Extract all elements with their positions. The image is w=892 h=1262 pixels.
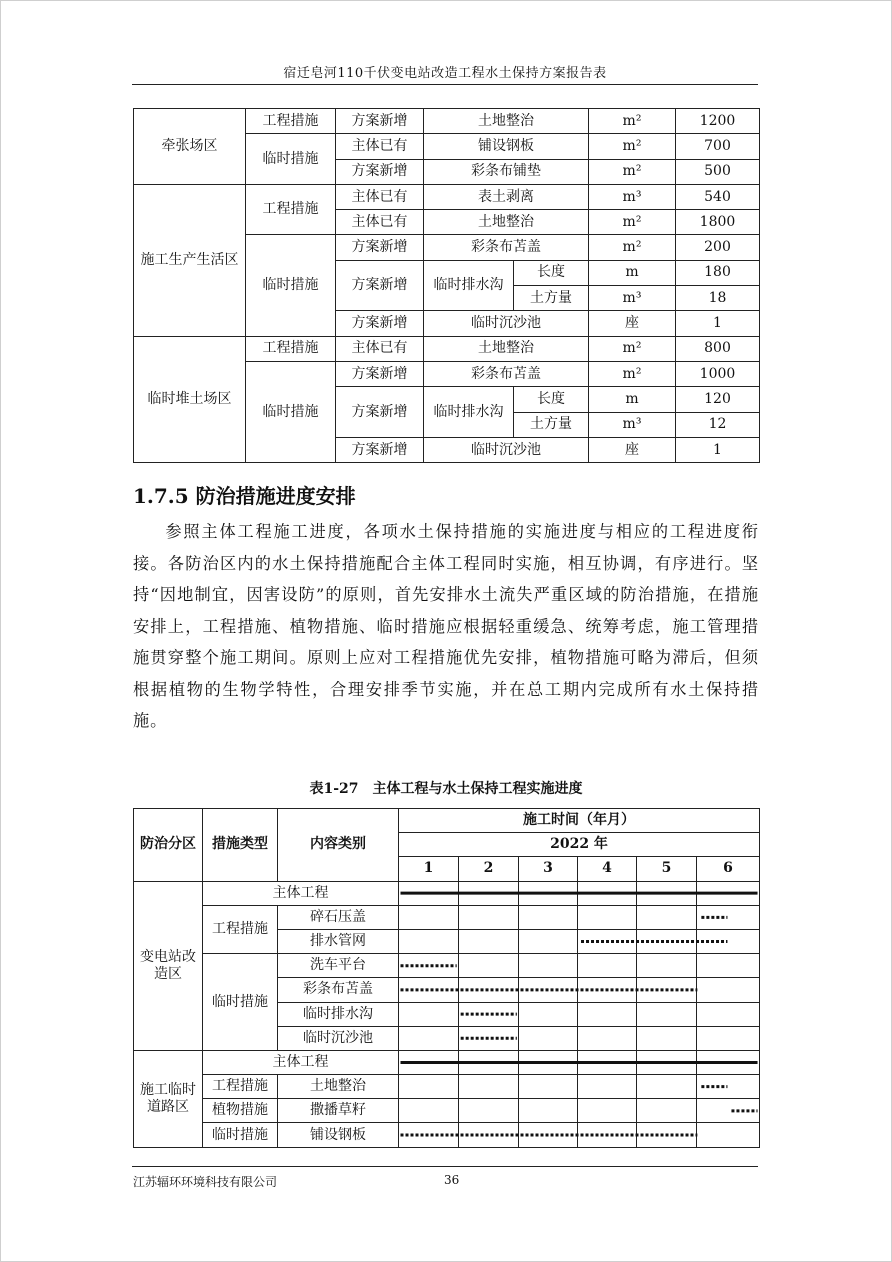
area-name-cell: 施工生产生活区	[134, 184, 246, 336]
month-cell	[519, 1123, 578, 1147]
item-cell: 土地整治	[424, 210, 589, 235]
month-cell	[519, 978, 578, 1002]
footer-rule	[132, 1166, 758, 1167]
source-cell: 主体已有	[336, 210, 424, 235]
month-cell	[519, 1075, 578, 1099]
month-cell	[459, 978, 519, 1002]
month-cell	[459, 1099, 519, 1123]
item-cell: 表土剥离	[424, 184, 589, 209]
month-header: 6	[697, 857, 760, 881]
month-cell	[519, 954, 578, 978]
month-cell	[578, 978, 637, 1002]
month-cell	[637, 954, 697, 978]
quantity-cell: 500	[676, 159, 760, 184]
month-cell	[519, 1099, 578, 1123]
item-cell: 临时排水沟	[424, 260, 514, 311]
month-cell	[399, 954, 459, 978]
month-cell	[697, 1075, 760, 1099]
quantity-cell: 1800	[676, 210, 760, 235]
table-caption: 表1-27 主体工程与水土保持工程实施进度	[309, 781, 583, 797]
month-cell	[399, 1123, 459, 1147]
month-cell	[697, 1099, 760, 1123]
month-cell	[459, 954, 519, 978]
unit-cell: m²	[589, 134, 676, 159]
month-cell	[459, 905, 519, 929]
month-cell	[519, 1026, 578, 1050]
month-header: 4	[578, 857, 637, 881]
month-cell	[578, 954, 637, 978]
measure-type-cell: 工程措施	[246, 109, 336, 134]
month-cell	[459, 881, 519, 905]
unit-cell: m³	[589, 184, 676, 209]
source-cell: 方案新增	[336, 235, 424, 260]
table-row	[134, 336, 760, 361]
month-cell	[637, 1099, 697, 1123]
month-cell	[637, 1002, 697, 1026]
month-cell	[578, 905, 637, 929]
measure-type-cell: 工程措施	[246, 184, 336, 235]
measure-type-cell: 临时措施	[246, 134, 336, 185]
month-cell	[459, 1050, 519, 1074]
month-header: 5	[637, 857, 697, 881]
unit-cell: m²	[589, 210, 676, 235]
quantity-cell: 120	[676, 387, 760, 412]
source-cell: 方案新增	[336, 387, 424, 438]
content-cell: 临时沉沙池	[278, 1026, 399, 1050]
zone-header: 防治分区	[134, 809, 203, 882]
month-header: 2	[459, 857, 519, 881]
main-project-cell: 主体工程	[203, 881, 399, 905]
time-header: 施工时间（年月）	[399, 809, 760, 833]
month-cell	[697, 905, 760, 929]
month-cell	[459, 1002, 519, 1026]
source-cell: 方案新增	[336, 311, 424, 336]
unit-cell: m²	[589, 336, 676, 361]
month-cell	[697, 1002, 760, 1026]
table-row	[134, 184, 760, 209]
quantity-cell: 12	[676, 412, 760, 437]
quantity-cell: 18	[676, 286, 760, 311]
month-cell	[519, 905, 578, 929]
source-cell: 方案新增	[336, 361, 424, 386]
quantity-cell: 180	[676, 260, 760, 285]
month-cell	[578, 1026, 637, 1050]
item-cell: 彩条布苫盖	[424, 361, 589, 386]
quantity-cell: 800	[676, 336, 760, 361]
footer-company: 江苏辐环环境科技有限公司	[133, 1175, 278, 1189]
month-cell	[637, 1026, 697, 1050]
month-cell	[578, 929, 637, 953]
source-cell: 方案新增	[336, 109, 424, 134]
month-cell	[459, 929, 519, 953]
month-cell	[637, 881, 697, 905]
content-header: 内容类别	[278, 809, 399, 882]
content-cell: 撒播草籽	[278, 1099, 399, 1123]
month-header: 1	[399, 857, 459, 881]
measure-type-cell: 临时措施	[246, 235, 336, 336]
quantity-cell: 1	[676, 437, 760, 462]
item-cell: 土地整治	[424, 336, 589, 361]
source-cell: 主体已有	[336, 134, 424, 159]
measure-type-cell: 工程措施	[203, 905, 278, 953]
unit-cell: m²	[589, 361, 676, 386]
measure-type-cell: 临时措施	[246, 361, 336, 462]
month-cell	[399, 929, 459, 953]
item-cell: 彩条布铺垫	[424, 159, 589, 184]
month-cell	[637, 1050, 697, 1074]
unit-cell: m	[589, 260, 676, 285]
content-cell: 临时排水沟	[278, 1002, 399, 1026]
unit-cell: m³	[589, 286, 676, 311]
month-cell	[459, 1026, 519, 1050]
quantity-cell: 700	[676, 134, 760, 159]
unit-cell: m²	[589, 235, 676, 260]
month-cell	[697, 1050, 760, 1074]
main-project-cell: 主体工程	[203, 1050, 399, 1074]
month-cell	[399, 1075, 459, 1099]
month-cell	[399, 1026, 459, 1050]
quantity-cell: 1200	[676, 109, 760, 134]
month-cell	[578, 1099, 637, 1123]
unit-cell: m²	[589, 109, 676, 134]
month-cell	[637, 905, 697, 929]
month-cell	[519, 1050, 578, 1074]
month-cell	[578, 1123, 637, 1147]
month-cell	[519, 1002, 578, 1026]
unit-cell: 座	[589, 311, 676, 336]
measure-type-cell: 工程措施	[203, 1075, 278, 1099]
month-cell	[578, 1075, 637, 1099]
page-header: 宿迁皂河110千伏变电站改造工程水土保持方案报告表	[283, 66, 607, 81]
item-cell: 彩条布苫盖	[424, 235, 589, 260]
quantity-cell: 1	[676, 311, 760, 336]
section-paragraph: 参照主体工程施工进度，各项水土保持措施的实施进度与相应的工程进度衔接。各防治区内的水土保持措施配合主体工程同时实施，相互协调，有序进行。坚持“因地制宜，因害设防”的原则，首先安排水土流失严重区域的防治措施，在措施安排上，工程措施、植物措施、临时措施应根据轻重缓急、统筹考虑，施工管理措施贯穿整个施工期间。原则上应对工程措施优先安排，植物措施可略为滞后，但须根据植物的生物学特性，合理安排季节实施，并在总工期内完成所有水土保持措施。	[133, 522, 759, 730]
sub-item-cell: 长度	[514, 387, 589, 412]
item-cell: 临时沉沙池	[424, 437, 589, 462]
month-header: 3	[519, 857, 578, 881]
source-cell: 主体已有	[336, 184, 424, 209]
zone-name-cell: 施工临时道路区	[134, 1050, 203, 1147]
content-cell: 碎石压盖	[278, 905, 399, 929]
quantity-cell: 1000	[676, 361, 760, 386]
table-row	[134, 109, 760, 134]
source-cell: 方案新增	[336, 260, 424, 311]
measure-type-cell: 工程措施	[246, 336, 336, 361]
year-header: 2022 年	[399, 833, 760, 857]
schedule-row	[134, 1099, 760, 1123]
sub-item-cell: 土方量	[514, 412, 589, 437]
measure-type-cell: 植物措施	[203, 1099, 278, 1123]
month-cell	[697, 1026, 760, 1050]
header-row	[134, 809, 760, 833]
schedule-row	[134, 1050, 760, 1074]
item-cell: 铺设钢板	[424, 134, 589, 159]
item-cell: 临时排水沟	[424, 387, 514, 438]
item-cell: 土地整治	[424, 109, 589, 134]
unit-cell: m²	[589, 159, 676, 184]
quantity-cell: 200	[676, 235, 760, 260]
unit-cell: m³	[589, 412, 676, 437]
measure-type-cell: 临时措施	[203, 954, 278, 1051]
area-name-cell: 临时堆土场区	[134, 336, 246, 462]
source-cell: 主体已有	[336, 336, 424, 361]
month-cell	[399, 905, 459, 929]
source-cell: 方案新增	[336, 437, 424, 462]
month-cell	[399, 1099, 459, 1123]
month-cell	[697, 881, 760, 905]
source-cell: 方案新增	[336, 159, 424, 184]
schedule-row	[134, 1123, 760, 1147]
month-cell	[637, 929, 697, 953]
measure-type-cell: 临时措施	[203, 1123, 278, 1147]
content-cell: 排水管网	[278, 929, 399, 953]
month-cell	[519, 929, 578, 953]
month-cell	[637, 1075, 697, 1099]
month-cell	[697, 1123, 760, 1147]
month-cell	[578, 881, 637, 905]
month-cell	[578, 1050, 637, 1074]
measures-quantity-table	[133, 108, 760, 463]
quantity-cell: 540	[676, 184, 760, 209]
content-cell: 洗车平台	[278, 954, 399, 978]
schedule-row	[134, 881, 760, 905]
schedule-row	[134, 1075, 760, 1099]
page-number: 36	[444, 1173, 460, 1187]
content-cell: 土地整治	[278, 1075, 399, 1099]
item-cell: 临时沉沙池	[424, 311, 589, 336]
unit-cell: m	[589, 387, 676, 412]
content-cell: 铺设钢板	[278, 1123, 399, 1147]
month-cell	[459, 1123, 519, 1147]
month-cell	[578, 1002, 637, 1026]
month-cell	[399, 881, 459, 905]
sub-item-cell: 长度	[514, 260, 589, 285]
schedule-row	[134, 954, 760, 978]
area-name-cell: 牵张场区	[134, 109, 246, 185]
month-cell	[697, 929, 760, 953]
month-cell	[519, 881, 578, 905]
schedule-row	[134, 905, 760, 929]
month-cell	[399, 978, 459, 1002]
type-header: 措施类型	[203, 809, 278, 882]
content-cell: 彩条布苫盖	[278, 978, 399, 1002]
month-cell	[399, 1050, 459, 1074]
header-rule	[132, 84, 758, 85]
month-cell	[399, 1002, 459, 1026]
zone-name-cell: 变电站改造区	[134, 881, 203, 1050]
month-cell	[697, 978, 760, 1002]
month-cell	[637, 978, 697, 1002]
month-cell	[697, 954, 760, 978]
unit-cell: 座	[589, 437, 676, 462]
sub-item-cell: 土方量	[514, 286, 589, 311]
schedule-table	[133, 808, 760, 1148]
month-cell	[459, 1075, 519, 1099]
section-title: 1.7.5 防治措施进度安排	[133, 484, 356, 508]
month-cell	[637, 1123, 697, 1147]
